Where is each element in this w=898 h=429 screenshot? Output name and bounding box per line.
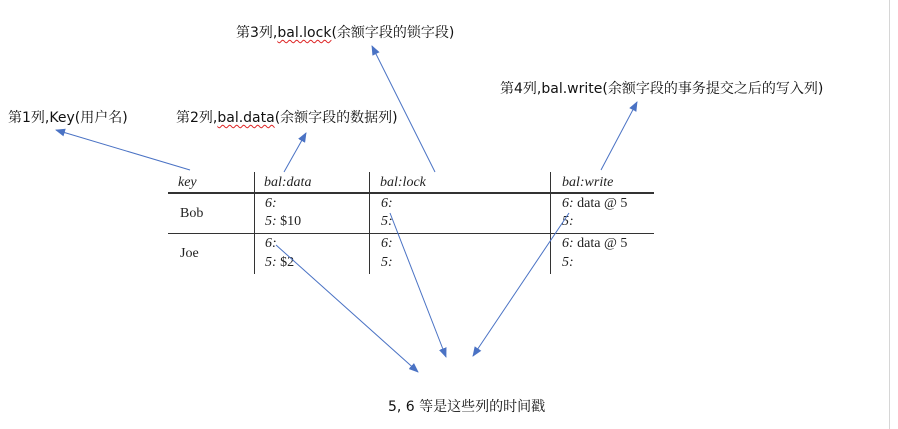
timestamp: 6: bbox=[381, 236, 393, 251]
timestamp: 5: bbox=[265, 214, 277, 229]
timestamp: 6: bbox=[265, 196, 277, 211]
header-bal-data: bal:data bbox=[264, 175, 312, 190]
header-key: key bbox=[178, 175, 197, 190]
arrow-to-col4-label bbox=[601, 102, 637, 170]
row-bob-key: Bob bbox=[180, 206, 204, 221]
annotation-col1: 第1列,Key(用户名) bbox=[8, 110, 128, 126]
timestamp: 5: bbox=[265, 255, 277, 270]
cell-value: data @ 5 bbox=[573, 236, 628, 251]
arrow-to-col3-label bbox=[372, 46, 435, 172]
col3-suffix: (余额字段的锁字段) bbox=[331, 25, 455, 41]
timestamp: 6: bbox=[265, 236, 277, 251]
header-bal-lock: bal:lock bbox=[380, 175, 426, 190]
cell-value: $10 bbox=[276, 214, 302, 229]
col2-prefix: 第2列, bbox=[176, 110, 218, 126]
arrow-ts-from-write bbox=[473, 213, 569, 356]
col2-term: bal.data bbox=[217, 110, 275, 126]
annotation-timestamps: 5, 6 等是这些列的时间戳 bbox=[388, 399, 546, 415]
timestamp: 6: bbox=[562, 236, 574, 251]
arrow-to-col2-label bbox=[284, 133, 306, 172]
col3-prefix: 第3列, bbox=[236, 25, 278, 41]
arrow-to-col1-label bbox=[56, 130, 190, 170]
timestamp: 6: bbox=[381, 196, 393, 211]
col3-term: bal.lock bbox=[277, 25, 332, 41]
timestamp: 5: bbox=[381, 214, 393, 229]
cell-value: data @ 5 bbox=[573, 196, 628, 211]
arrow-ts-from-lock bbox=[390, 213, 446, 357]
window-edge bbox=[889, 0, 890, 429]
timestamp: 5: bbox=[381, 255, 393, 270]
timestamp: 5: bbox=[562, 255, 574, 270]
timestamp: 5: bbox=[562, 214, 574, 229]
arrow-ts-from-data bbox=[276, 245, 418, 372]
cell-value: $2 bbox=[276, 255, 295, 270]
header-bal-write: bal:write bbox=[562, 175, 614, 190]
row-joe-key: Joe bbox=[180, 246, 199, 261]
col2-suffix: (余额字段的数据列) bbox=[274, 110, 398, 126]
annotation-col4: 第4列,bal.write(余额字段的事务提交之后的写入列) bbox=[500, 81, 824, 97]
timestamp: 6: bbox=[562, 196, 574, 211]
